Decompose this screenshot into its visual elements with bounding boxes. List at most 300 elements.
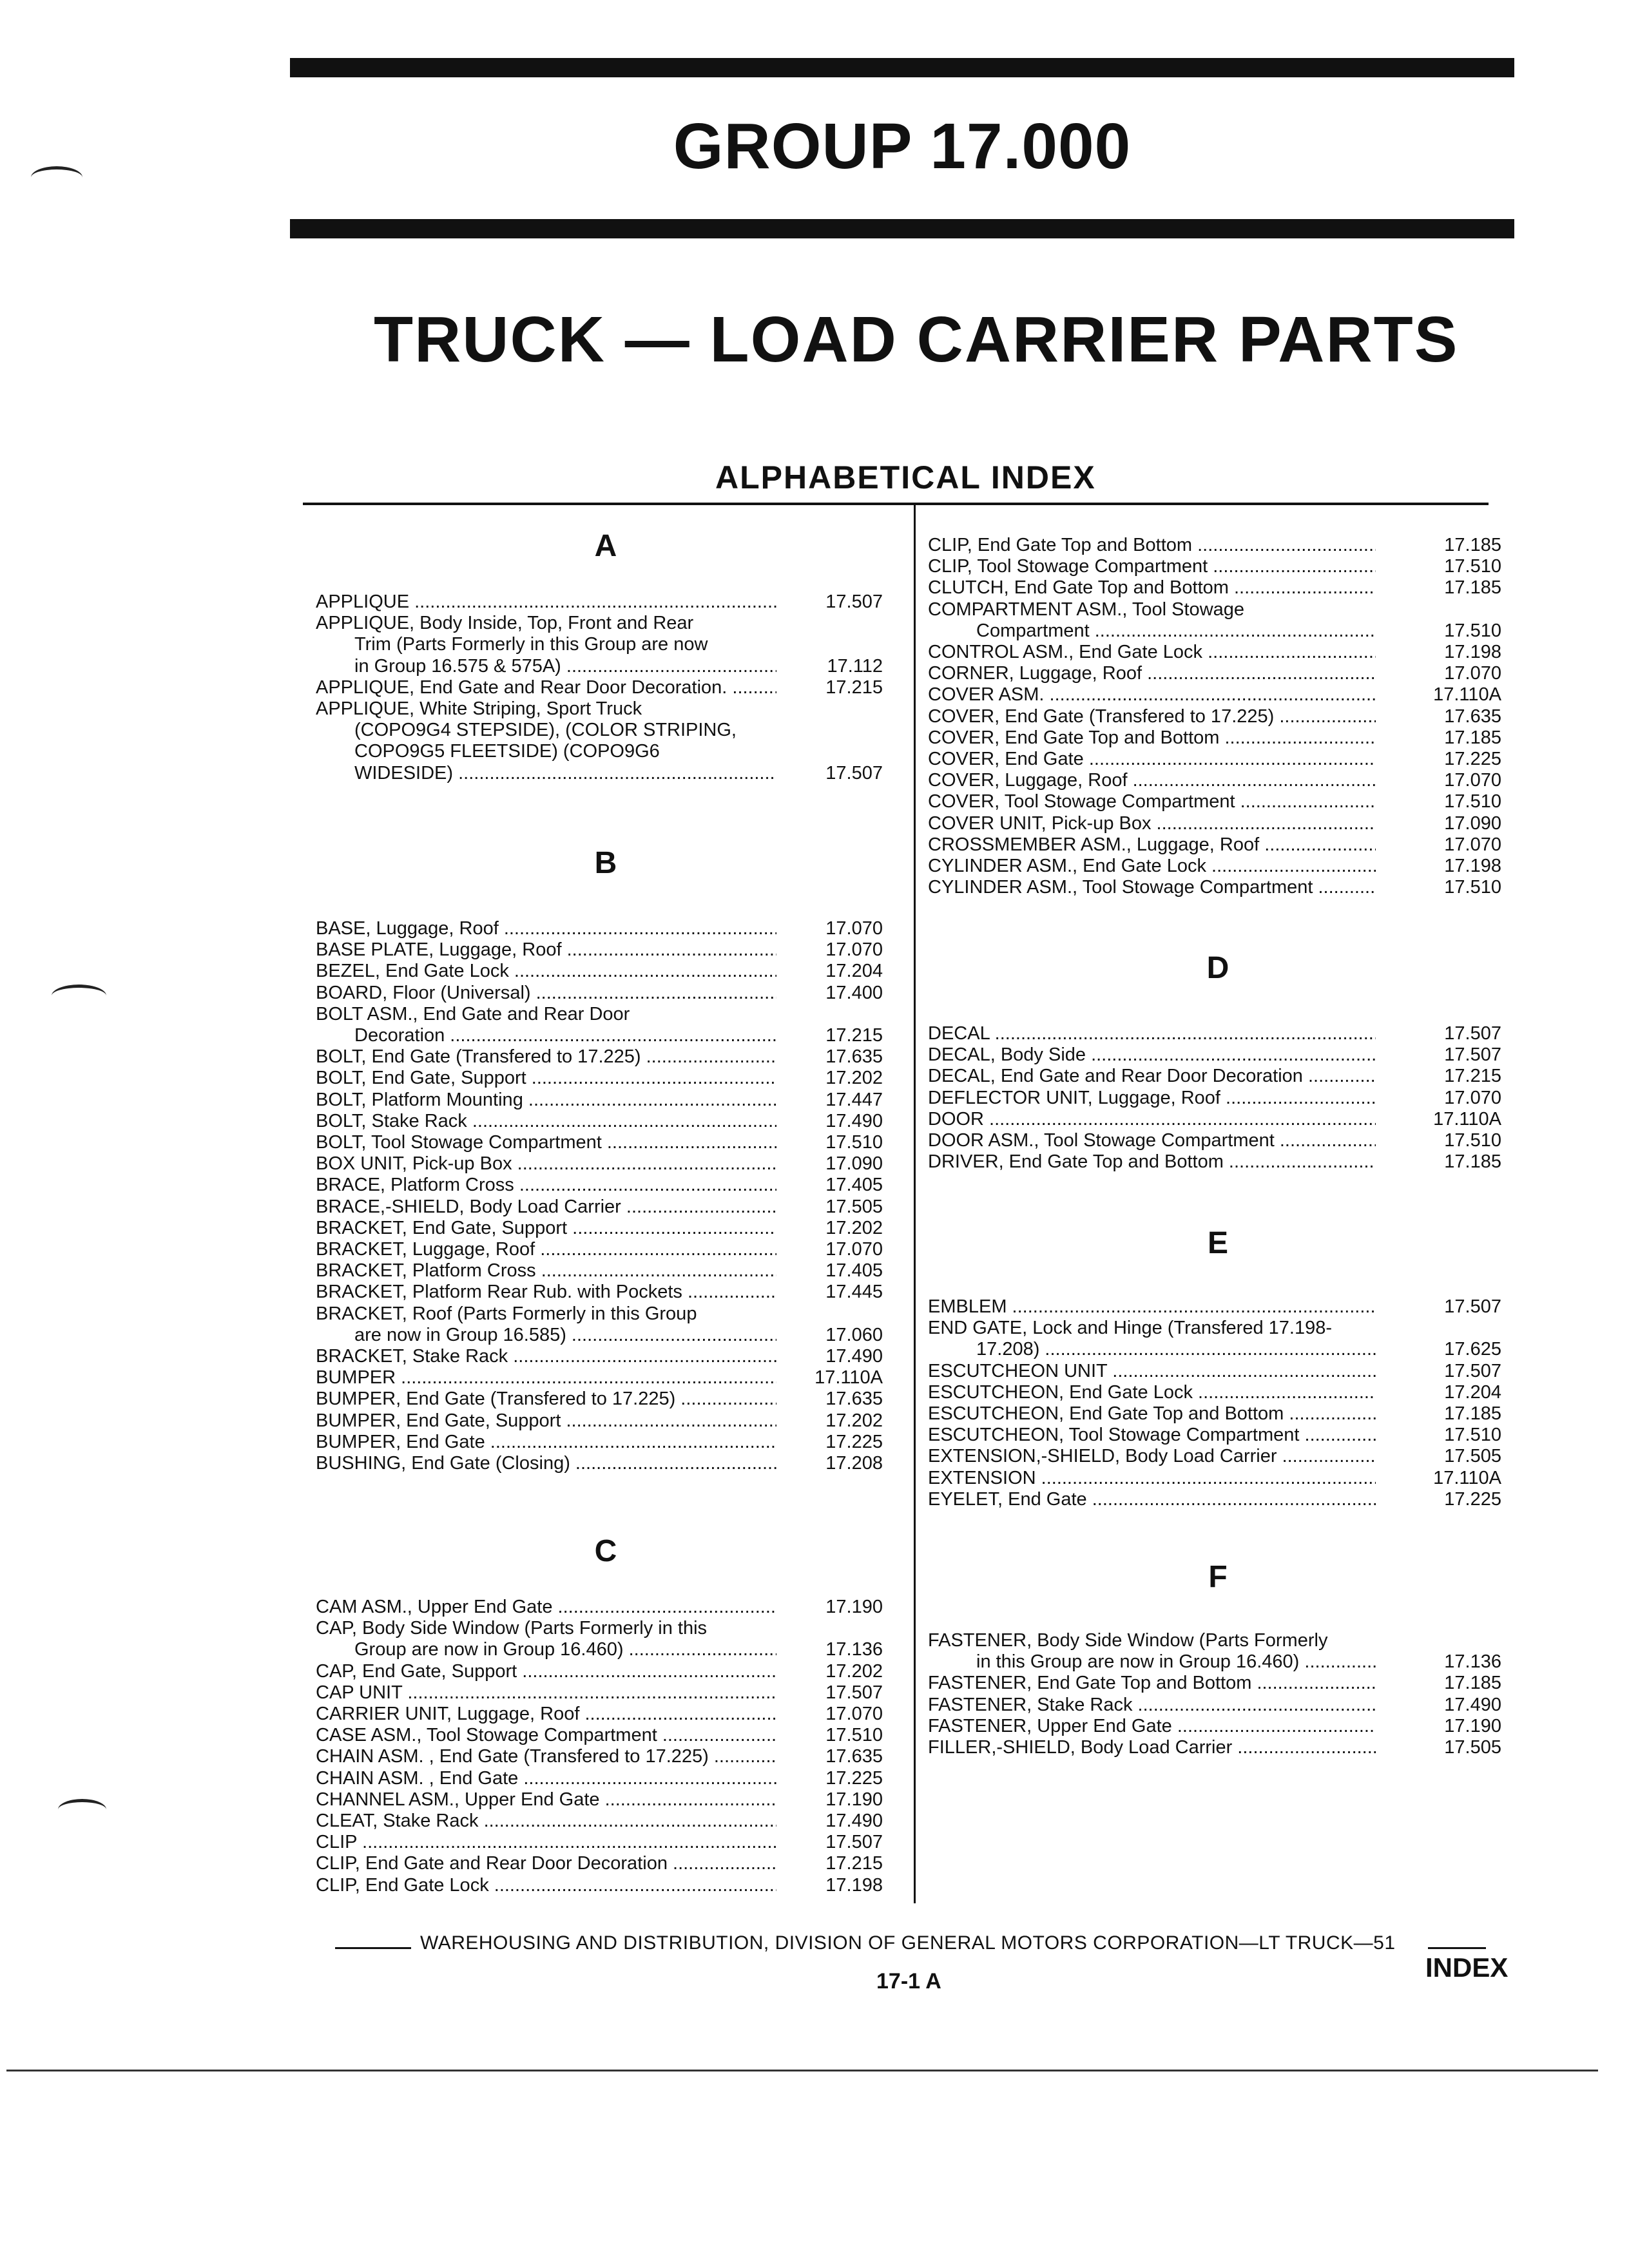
index-entry [928, 727, 1501, 749]
index-entry-number: 17.635 [825, 1046, 883, 1068]
index-entry-number: 17.070 [1444, 834, 1501, 855]
index-entry-text: COVER, End Gate Top and Bottom [928, 727, 1220, 748]
index-entry [316, 1453, 883, 1474]
index-entry [316, 1046, 883, 1068]
index-entry [316, 613, 883, 634]
index-entry-text: DRIVER, End Gate Top and Bottom [928, 1151, 1224, 1173]
index-entry-name [316, 1068, 776, 1089]
index-entry-text: CLIP, End Gate Top and Bottom [928, 535, 1193, 555]
index-entry [928, 1151, 1501, 1173]
index-entry-text: CLIP, End Gate Lock [316, 1874, 489, 1896]
index-entry [316, 1303, 883, 1325]
index-entry-number: 17.185 [1444, 1151, 1501, 1173]
index-entry-number: 17.110A [1433, 1108, 1501, 1129]
index-entry-name [316, 1260, 776, 1282]
index-entry-name [316, 1875, 776, 1896]
index-entry [316, 1832, 883, 1853]
index-entry [316, 1260, 883, 1282]
index-label: INDEX [1425, 1952, 1509, 1983]
index-entry [928, 1296, 1501, 1318]
index-entry-name [976, 1651, 1376, 1673]
footer-rule-left [335, 1947, 411, 1949]
index-entry-name [316, 961, 776, 982]
index-entry-name [316, 983, 776, 1004]
index-entry [316, 961, 883, 982]
index-entry-number: 17.198 [1444, 856, 1501, 876]
index-entry-text: FILLER,-SHIELD, Body Load Carrier [928, 1737, 1233, 1758]
index-entry [928, 1109, 1501, 1130]
section-letter: C [594, 1534, 617, 1568]
index-entry-number: 17.185 [1444, 577, 1501, 599]
index-entry-continuation [354, 1325, 883, 1346]
index-entry-name [928, 1130, 1376, 1151]
index-entry [928, 599, 1501, 620]
index-entry-text: 17.208) [976, 1339, 1040, 1360]
index-entry-number: 17.490 [1444, 1694, 1501, 1715]
index-entry-number: 17.185 [1444, 727, 1501, 748]
index-entry-name [928, 1023, 1376, 1044]
top-rule [290, 58, 1514, 77]
index-entry-number: 17.136 [1444, 1651, 1501, 1673]
index-entry-name [928, 877, 1376, 898]
index-entry-number: 17.225 [1444, 749, 1501, 769]
index-entry-number: 17.400 [825, 982, 883, 1003]
index-entry-number: 17.215 [825, 677, 883, 698]
index-entry [928, 1695, 1501, 1716]
index-entry-name [354, 656, 776, 677]
index-entry-text: DOOR [928, 1108, 984, 1129]
index-entry-text: WIDESIDE) [354, 762, 454, 783]
index-entry-text: APPLIQUE, White Striping, Sport Truck [316, 698, 642, 719]
index-entry-text: EMBLEM [928, 1296, 1007, 1317]
index-entry-name [316, 1004, 630, 1025]
index-entry-name [316, 1303, 697, 1325]
index-entry [316, 591, 883, 613]
index-entry [928, 1403, 1501, 1425]
index-entry-number: 17.507 [825, 1832, 883, 1853]
group-title: GROUP 17.000 [673, 110, 1132, 182]
index-entry [316, 1704, 883, 1725]
index-entry-number: 17.070 [1444, 1087, 1501, 1108]
index-entry-text: CAP, End Gate, Support [316, 1660, 517, 1682]
index-entry-name [316, 1046, 776, 1068]
index-entry-number: 17.507 [1444, 1044, 1501, 1066]
index-entry-text: BOLT, End Gate, Support [316, 1068, 526, 1089]
index-entry-name [928, 813, 1376, 834]
index-entry-text: Group are now in Group 16.460) [354, 1639, 624, 1660]
index-entry-name [354, 1325, 776, 1346]
index-entry [316, 1068, 883, 1089]
index-entry-text: BOLT, Platform Mounting [316, 1089, 523, 1110]
index-entry-text: ESCUTCHEON UNIT [928, 1360, 1108, 1381]
index-entry [316, 1218, 883, 1239]
index-entry-text: CYLINDER ASM., End Gate Lock [928, 856, 1206, 876]
index-entry-name [928, 556, 1376, 577]
index-entry-number: 17.510 [1444, 620, 1501, 641]
index-entry [928, 684, 1501, 706]
index-entry-number: 17.112 [827, 655, 883, 677]
index-entry-name [928, 1296, 1376, 1318]
index-entry-name [928, 1673, 1376, 1694]
index-entry-name [928, 770, 1376, 791]
page-title: TRUCK — LOAD CARRIER PARTS [374, 303, 1459, 376]
index-entry-number: 17.215 [825, 1025, 883, 1046]
index-entry-text: BRACE, Platform Cross [316, 1175, 514, 1196]
index-entry-text: COVER, Luggage, Roof [928, 770, 1128, 791]
index-entry-number: 17.198 [1444, 642, 1501, 662]
index-entry-number: 17.510 [825, 1132, 883, 1153]
index-entry-text: Decoration [354, 1025, 445, 1046]
scan-mark [31, 166, 82, 189]
bottom-rule [6, 2070, 1598, 2071]
index-entry [928, 791, 1501, 812]
index-entry [316, 1789, 883, 1811]
index-entry-name [928, 577, 1376, 599]
index-entry-name [316, 1282, 776, 1303]
index-entry-text: BOLT ASM., End Gate and Rear Door [316, 1003, 630, 1024]
index-entry-number: 17.202 [825, 1410, 883, 1431]
index-entry-number: 17.507 [825, 762, 883, 783]
index-entry-text: BRACKET, End Gate, Support [316, 1217, 568, 1238]
index-entry-number: 17.225 [825, 1431, 883, 1452]
index-entry-text: CARRIER UNIT, Luggage, Roof [316, 1704, 580, 1724]
index-entry-number: 17.505 [1444, 1446, 1501, 1467]
index-entry [316, 1661, 883, 1682]
index-entry-name [928, 856, 1376, 877]
index-entry-continuation [354, 763, 883, 784]
index-entry-text: APPLIQUE, Body Inside, Top, Front and Rear [316, 613, 694, 634]
index-entry-number: 17.505 [1444, 1737, 1501, 1758]
index-entry-name [976, 620, 1376, 642]
index-entry [316, 1389, 883, 1410]
index-entry [316, 698, 883, 720]
index-entry-text: BUMPER, End Gate (Transfered to 17.225) [316, 1389, 676, 1410]
index-entry-text: FASTENER, Stake Rack [928, 1694, 1133, 1715]
index-entry-text: COVER, Tool Stowage Compartment [928, 791, 1235, 812]
index-entry [316, 1196, 883, 1218]
index-entry-number: 17.215 [1444, 1066, 1501, 1087]
index-entry-number: 17.185 [1444, 535, 1501, 555]
index-entry [316, 1367, 883, 1389]
index-entry-name [316, 1597, 776, 1618]
index-entry [316, 1432, 883, 1453]
index-entry-number: 17.198 [825, 1874, 883, 1896]
index-entry-text: BRACKET, Stake Rack [316, 1346, 508, 1367]
footer-text: WAREHOUSING AND DISTRIBUTION, DIVISION OF GENERAL MOTORS CORPORATION—LT TRUCK—51 [420, 1932, 1396, 1954]
index-entry-text: are now in Group 16.585) [354, 1324, 566, 1345]
index-entry-name [316, 1789, 776, 1811]
index-entry [928, 856, 1501, 877]
index-entry-name [316, 1704, 776, 1725]
index-entry-text: BRACKET, Platform Rear Rub. with Pockets [316, 1282, 682, 1303]
index-entry-name [928, 1403, 1376, 1425]
index-entry-text: BOLT, Stake Rack [316, 1110, 467, 1131]
index-entry-number: 17.635 [825, 1746, 883, 1767]
index-entry-text: EXTENSION,-SHIELD, Body Load Carrier [928, 1446, 1277, 1467]
index-entry [928, 1066, 1501, 1087]
index-entry-text: DECAL [928, 1023, 990, 1044]
index-entry-number: 17.635 [1444, 706, 1501, 727]
index-entry-text: BRACKET, Luggage, Roof [316, 1239, 535, 1260]
index-entry-continuation [354, 634, 883, 655]
index-entry-name [316, 1432, 776, 1453]
index-entry-name [354, 763, 776, 784]
index-entry-text: FASTENER, Body Side Window (Parts Formerly [928, 1630, 1328, 1651]
index-entry-number: 17.625 [1444, 1339, 1501, 1360]
index-entry-number: 17.070 [825, 939, 883, 961]
index-entry-name [316, 1367, 776, 1389]
index-entry [316, 939, 883, 961]
index-entry-number: 17.510 [1444, 1425, 1501, 1446]
index-heading: ALPHABETICAL INDEX [715, 459, 1096, 495]
index-entry-number: 17.405 [825, 1260, 883, 1282]
index-entry-text: CHAIN ASM. , End Gate (Transfered to 17.225) [316, 1746, 709, 1767]
index-entry-text: BRACE,-SHIELD, Body Load Carrier [316, 1196, 621, 1217]
index-entry [316, 1111, 883, 1132]
index-entry-text: BOLT, End Gate (Transfered to 17.225) [316, 1046, 641, 1068]
index-entry-name [354, 741, 660, 762]
index-entry-name [316, 1453, 776, 1474]
index-entry-name [316, 1746, 776, 1767]
index-entry-name [316, 1196, 776, 1218]
index-entry-name [928, 1088, 1376, 1109]
index-entry-text: APPLIQUE, End Gate and Rear Door Decoration. [316, 677, 728, 698]
index-entry-number: 17.635 [825, 1389, 883, 1410]
title-rule [290, 219, 1514, 238]
index-entry-number: 17.190 [825, 1789, 883, 1810]
index-entry [928, 1630, 1501, 1651]
index-entry-text: DECAL, Body Side [928, 1044, 1086, 1066]
index-entry [928, 1382, 1501, 1403]
index-entry-number: 17.070 [1444, 663, 1501, 684]
index-entry-name [316, 1853, 776, 1874]
index-entry-text: BASE, Luggage, Roof [316, 918, 499, 939]
index-entry-name [316, 677, 776, 698]
index-entry-number: 17.136 [825, 1639, 883, 1660]
column-divider [914, 505, 916, 1903]
index-entry-text: BASE PLATE, Luggage, Roof [316, 939, 562, 961]
index-entry-number: 17.208 [825, 1453, 883, 1474]
index-entry [928, 749, 1501, 770]
index-entry-name [316, 1725, 776, 1746]
section-letter: B [594, 846, 617, 880]
index-entry [928, 770, 1501, 791]
index-entry-text: CAP, Body Side Window (Parts Formerly in this [316, 1618, 708, 1639]
index-entry [928, 556, 1501, 577]
index-entry-name [928, 1044, 1376, 1066]
index-entry-name [316, 698, 642, 720]
index-entry-name [354, 1025, 776, 1046]
index-entry-text: APPLIQUE [316, 591, 410, 612]
index-entry-number: 17.490 [825, 1346, 883, 1367]
index-entry [928, 1361, 1501, 1382]
index-entry-number: 17.490 [825, 1110, 883, 1131]
index-entry-text: CORNER, Luggage, Roof [928, 663, 1142, 684]
index-entry-name [316, 1618, 707, 1639]
index-entry-text: BRACKET, Platform Cross [316, 1260, 536, 1282]
index-entry-name [316, 939, 776, 961]
index-entry-text: COMPARTMENT ASM., Tool Stowage [928, 599, 1245, 620]
index-entry-name [316, 1832, 776, 1853]
index-entry [928, 577, 1501, 599]
index-entry-continuation [354, 656, 883, 677]
index-entry [928, 877, 1501, 898]
index-entry-number: 17.490 [825, 1811, 883, 1831]
index-entry [316, 1875, 883, 1896]
index-entry [316, 677, 883, 698]
index-heading-rule [303, 503, 1489, 505]
index-entry-text: DECAL, End Gate and Rear Door Decoration [928, 1066, 1303, 1087]
index-entry [928, 535, 1501, 556]
index-entry-number: 17.110A [1433, 1467, 1501, 1488]
index-entry-text: CHANNEL ASM., Upper End Gate [316, 1789, 600, 1810]
index-entry [928, 1044, 1501, 1066]
index-entry-text: ESCUTCHEON, End Gate Lock [928, 1381, 1193, 1403]
index-entry-number: 17.507 [1444, 1023, 1501, 1044]
index-entry [316, 1282, 883, 1303]
index-entry-name [928, 1716, 1376, 1737]
index-entry-continuation [976, 1339, 1501, 1360]
index-entry-number: 17.190 [825, 1597, 883, 1617]
index-entry-text: BRACKET, Roof (Parts Formerly in this Group [316, 1303, 697, 1324]
index-entry-continuation [354, 1639, 883, 1660]
index-entry-text: EYELET, End Gate [928, 1488, 1087, 1510]
index-entry-number: 17.507 [825, 1682, 883, 1703]
index-entry-name [316, 591, 776, 613]
index-entry-name [316, 1153, 776, 1175]
index-entry-text: BOARD, Floor (Universal) [316, 982, 531, 1003]
index-entry-text: COVER, End Gate (Transfered to 17.225) [928, 706, 1275, 727]
index-entry-name [928, 834, 1376, 856]
index-entry-name [316, 1175, 776, 1196]
index-entry-number: 17.510 [1444, 1130, 1501, 1151]
index-entry-name [316, 1768, 776, 1789]
index-entry-name [928, 599, 1244, 620]
index-entry-name [928, 1630, 1327, 1651]
index-entry-text: CLIP [316, 1832, 357, 1853]
index-entry-number: 17.405 [825, 1175, 883, 1196]
index-entry [928, 1130, 1501, 1151]
index-entry-text: CAM ASM., Upper End Gate [316, 1597, 553, 1617]
index-entry-name [928, 1695, 1376, 1716]
index-entry-name [928, 1109, 1376, 1130]
index-entry-name [316, 1389, 776, 1410]
index-entry [928, 1489, 1501, 1510]
index-entry [316, 1682, 883, 1704]
index-entry [316, 983, 883, 1004]
index-entry-number: 17.070 [825, 1239, 883, 1260]
index-entry-text: BOX UNIT, Pick-up Box [316, 1153, 512, 1175]
index-entry-name [928, 706, 1376, 727]
index-entry-text: BUMPER [316, 1367, 396, 1389]
index-entry [316, 1410, 883, 1432]
index-entry-number: 17.510 [1444, 877, 1501, 898]
section-letter: E [1207, 1226, 1228, 1260]
index-entry-text: BEZEL, End Gate Lock [316, 961, 509, 982]
index-entry [928, 813, 1501, 834]
index-entry-name [316, 918, 776, 939]
index-entry-number: 17.070 [825, 1704, 883, 1724]
index-entry-number: 17.110A [815, 1367, 883, 1389]
index-entry [316, 1239, 883, 1260]
index-entry-name [928, 663, 1376, 684]
index-entry [316, 1746, 883, 1767]
index-entry-number: 17.204 [825, 961, 883, 982]
index-entry-text: EXTENSION [928, 1467, 1036, 1488]
index-entry [928, 642, 1501, 663]
index-entry-text: CROSSMEMBER ASM., Luggage, Roof [928, 834, 1260, 855]
index-entry [928, 1318, 1501, 1339]
index-entry [316, 1090, 883, 1111]
index-entry-name [928, 1066, 1376, 1087]
index-entry-text: CYLINDER ASM., Tool Stowage Compartment [928, 877, 1313, 898]
index-entry [316, 1725, 883, 1746]
index-entry-name [928, 1382, 1376, 1403]
index-entry [316, 1853, 883, 1874]
index-entry [316, 1811, 883, 1832]
index-entry-text: COVER, End Gate [928, 749, 1084, 769]
index-entry-text: BUMPER, End Gate, Support [316, 1410, 561, 1431]
index-entry-name [354, 1639, 776, 1660]
index-entry-text: Compartment [976, 620, 1090, 641]
index-entry-number: 17.447 [825, 1089, 883, 1110]
index-entry-number: 17.225 [825, 1767, 883, 1789]
index-entry-name [928, 684, 1376, 706]
index-entry-text: BOLT, Tool Stowage Compartment [316, 1132, 602, 1153]
index-entry-number: 17.185 [1444, 1673, 1501, 1694]
index-entry-number: 17.215 [825, 1853, 883, 1874]
index-entry-name [928, 1361, 1376, 1382]
index-entry-name [316, 613, 693, 634]
index-entry-name [316, 1239, 776, 1260]
index-entry-number: 17.070 [1444, 770, 1501, 791]
footer-rule-right [1428, 1947, 1486, 1949]
index-entry-number: 17.110A [1433, 684, 1501, 706]
index-entry [316, 1175, 883, 1196]
index-entry-name [928, 727, 1376, 749]
index-entry-text: BUSHING, End Gate (Closing) [316, 1453, 570, 1474]
index-entry-number: 17.060 [825, 1324, 883, 1345]
index-entry-text: COPO9G5 FLEETSIDE) (COPO9G6 [354, 741, 660, 762]
index-entry-number: 17.510 [825, 1725, 883, 1746]
index-entry [928, 1425, 1501, 1446]
index-entry-name [316, 1661, 776, 1682]
index-entry-name [928, 1468, 1376, 1489]
index-entry-text: Trim (Parts Formerly in this Group are now [354, 634, 708, 655]
section-letter: D [1206, 951, 1229, 985]
index-entry-text: COVER UNIT, Pick-up Box [928, 812, 1152, 834]
index-entry-name [928, 535, 1376, 556]
index-entry-name [316, 1410, 776, 1432]
index-entry [928, 706, 1501, 727]
index-entry-text: DOOR ASM., Tool Stowage Compartment [928, 1130, 1275, 1151]
index-entry [316, 1346, 883, 1367]
index-entry-number: 17.445 [825, 1282, 883, 1303]
index-entry-number: 17.510 [1444, 556, 1501, 577]
index-entry [928, 663, 1501, 684]
index-entry-number: 17.510 [1444, 791, 1501, 812]
index-entry-number: 17.070 [825, 918, 883, 939]
index-entry-name [928, 1489, 1376, 1510]
index-entry-text: FASTENER, End Gate Top and Bottom [928, 1673, 1252, 1694]
index-entry-number: 17.507 [1444, 1360, 1501, 1381]
index-entry-name [354, 634, 708, 655]
index-entry-number: 17.202 [825, 1660, 883, 1682]
index-entry-text: CONTROL ASM., End Gate Lock [928, 642, 1203, 662]
page-number: 17-1 A [876, 1969, 941, 1994]
index-entry [928, 1023, 1501, 1044]
index-entry [928, 1716, 1501, 1737]
